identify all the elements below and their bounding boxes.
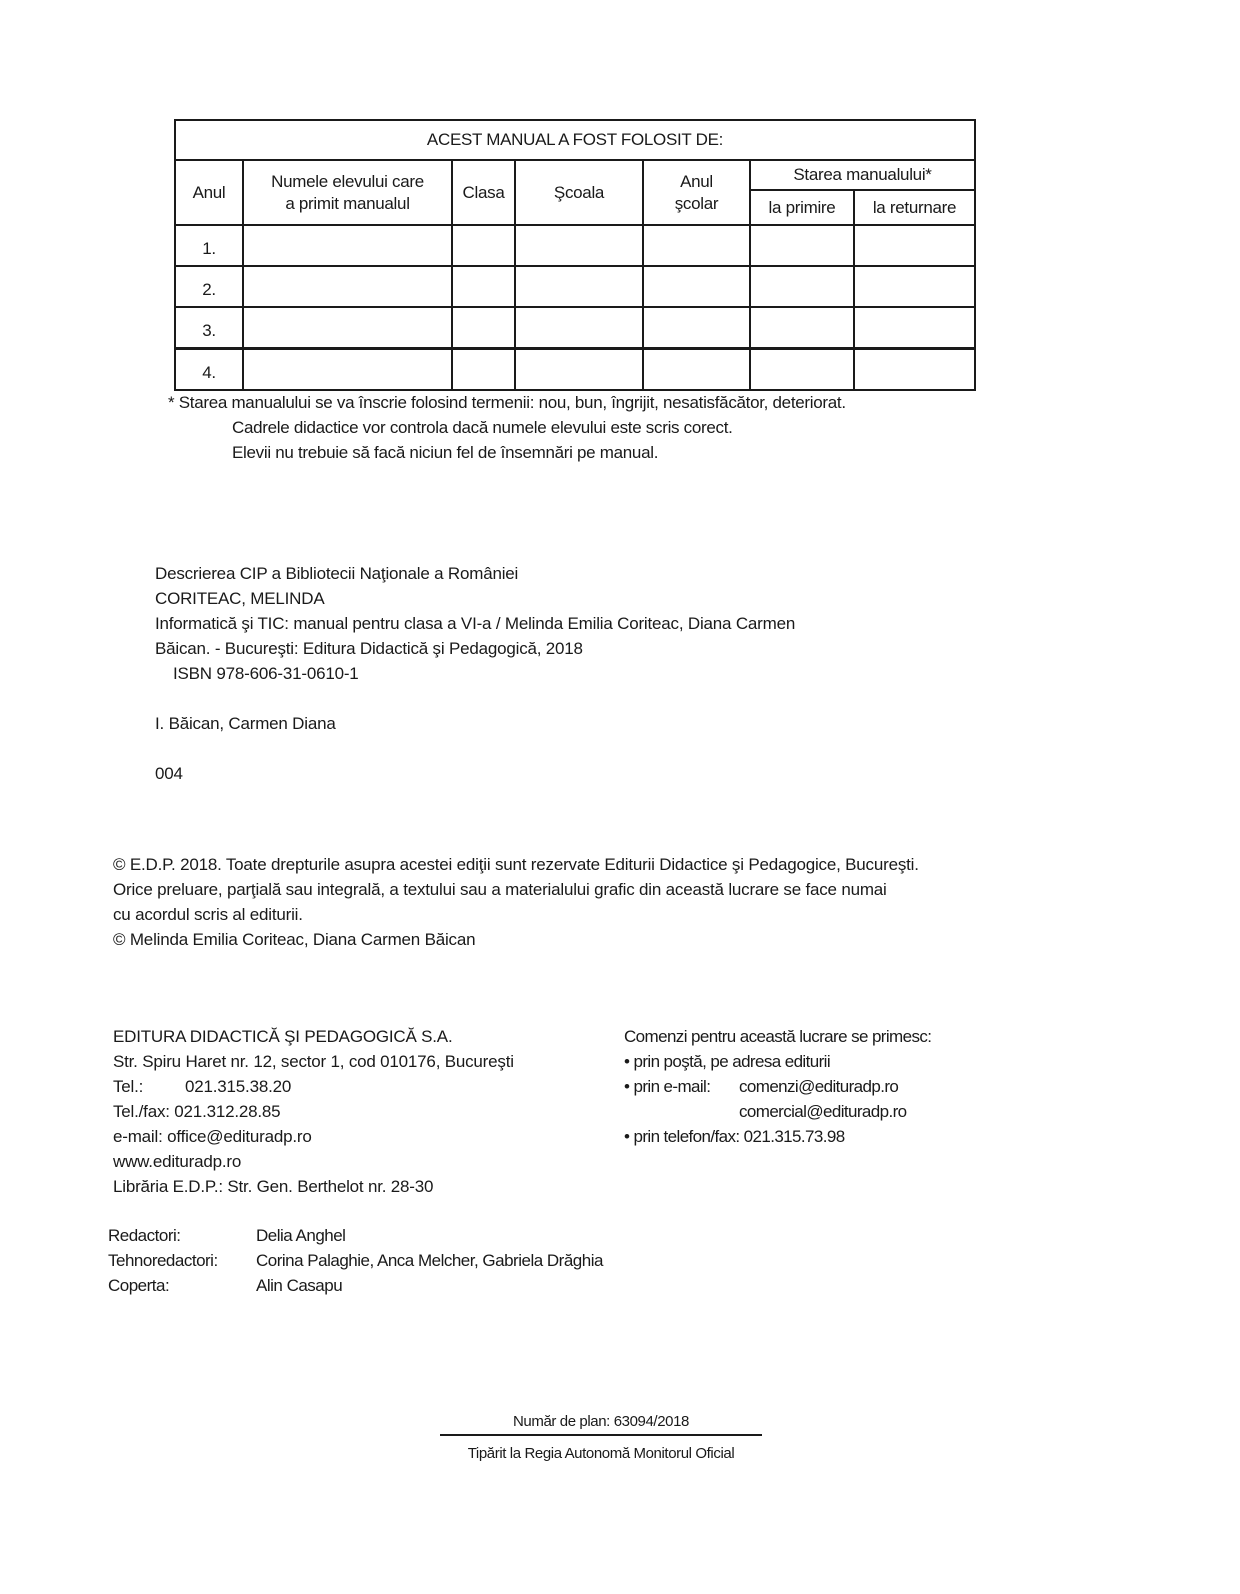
header-la-primire: la primire <box>750 190 854 225</box>
cell-la-returnare <box>854 225 975 266</box>
imprint-block <box>440 1412 762 1464</box>
cell-la-returnare <box>854 349 975 391</box>
table-row <box>175 225 975 266</box>
cell-la-primire <box>750 349 854 391</box>
publisher-website: www.edituradp.ro <box>113 1152 242 1171</box>
cell-clasa <box>452 266 515 307</box>
credits-block <box>108 1223 603 1298</box>
cell-nume <box>243 307 452 349</box>
cell-la-returnare <box>854 266 975 307</box>
orders-by-email: • prin e-mail: comenzi@edituradp.ro <box>624 1077 899 1096</box>
cell-clasa <box>452 307 515 349</box>
publisher-address: Str. Spiru Haret nr. 12, sector 1, cod 010176, Bucureşti <box>113 1052 514 1071</box>
plan-number: Număr de plan: 63094/2018 <box>440 1412 762 1436</box>
orders-email-2: comercial@edituradp.ro <box>739 1102 907 1121</box>
cip-author: CORITEAC, MELINDA <box>155 589 325 608</box>
credit-names: Corina Palaghie, Anca Melcher, Gabriela Drăghia <box>256 1251 603 1270</box>
cell-la-returnare <box>854 307 975 349</box>
cell-nume <box>243 225 452 266</box>
header-la-returnare: la returnare <box>854 190 975 225</box>
credit-row <box>108 1248 603 1273</box>
cell-scoala <box>515 266 643 307</box>
footnote-line-1: * Starea manualului se va înscrie folosind termenii: nou, bun, îngrijit, nesatisfăcător, deteriorat. <box>168 393 846 412</box>
orders-info <box>624 1024 931 1149</box>
cip-description <box>155 561 795 786</box>
manual-usage-table <box>174 119 976 391</box>
copyright-line-1: © E.D.P. 2018. Toate drepturile asupra acestei ediţii sunt rezervate Editurii Didactice şi Pedagogice, Bucureşti. <box>113 855 919 874</box>
copyright-line-2: Orice preluare, parţială sau integrală, a textului sau a materialului grafic din această lucrare se face numai <box>113 880 887 899</box>
copyright-block <box>113 852 919 952</box>
footnote-line-2: Cadrele didactice vor controla dacă numele elevului este scris corect. <box>232 418 733 437</box>
header-starea-manualului: Starea manualului* <box>750 160 975 190</box>
cip-code: 004 <box>155 764 183 783</box>
orders-by-phone: • prin telefon/fax: 021.315.73.98 <box>624 1127 845 1146</box>
row-number: 4. <box>175 349 243 391</box>
header-anul: Anul <box>175 160 243 225</box>
table-row <box>175 349 975 391</box>
credit-role: Coperta: <box>108 1276 170 1295</box>
credit-role: Tehnoredactori: <box>108 1251 218 1270</box>
table-row <box>175 307 975 349</box>
table-footnote <box>168 390 846 465</box>
copyright-line-3: cu acordul scris al editurii. <box>113 905 303 924</box>
cell-scoala <box>515 225 643 266</box>
row-number: 2. <box>175 266 243 307</box>
cell-scoala <box>515 349 643 391</box>
cell-anul-scolar <box>643 225 750 266</box>
cip-publisher-line: Băican. - Bucureşti: Editura Didactică şi Pedagogică, 2018 <box>155 639 583 658</box>
cell-la-primire <box>750 307 854 349</box>
row-number: 1. <box>175 225 243 266</box>
credit-names: Alin Casapu <box>256 1276 343 1295</box>
cip-title: Descrierea CIP a Bibliotecii Naţionale a României <box>155 564 519 583</box>
credit-names: Delia Anghel <box>256 1226 346 1245</box>
header-scoala: Şcoala <box>515 160 643 225</box>
cell-clasa <box>452 225 515 266</box>
cell-clasa <box>452 349 515 391</box>
cell-la-primire <box>750 225 854 266</box>
header-clasa: Clasa <box>452 160 515 225</box>
header-anul-scolar: Anul şcolar <box>643 160 750 225</box>
cip-index: I. Băican, Carmen Diana <box>155 714 336 733</box>
cip-isbn: ISBN 978-606-31-0610-1 <box>173 664 359 683</box>
cell-nume <box>243 266 452 307</box>
cell-anul-scolar <box>643 349 750 391</box>
footnote-line-3: Elevii nu trebuie să facă niciun fel de însemnări pe manual. <box>232 443 659 462</box>
table-title: ACEST MANUAL A FOST FOLOSIT DE: <box>175 120 975 160</box>
credit-row <box>108 1223 603 1248</box>
cell-scoala <box>515 307 643 349</box>
printed-at: Tipărit la Regia Autonomă Monitorul Oficial <box>467 1445 735 1462</box>
row-number: 3. <box>175 307 243 349</box>
header-nume-elev: Numele elevului care a primit manualul <box>243 160 452 225</box>
publisher-bookstore: Librăria E.D.P.: Str. Gen. Berthelot nr. 28-30 <box>113 1177 434 1196</box>
cip-book-title: Informatică şi TIC: manual pentru clasa a VI-a / Melinda Emilia Coriteac, Diana Carmen <box>155 614 796 633</box>
publisher-tel: Tel.: 021.315.38.20 <box>113 1077 292 1096</box>
publisher-email: e-mail: office@edituradp.ro <box>113 1127 312 1146</box>
table-row <box>175 266 975 307</box>
publisher-telfax: Tel./fax: 021.312.28.85 <box>113 1102 281 1121</box>
copyright-line-4: © Melinda Emilia Coriteac, Diana Carmen Băican <box>113 930 476 949</box>
publisher-info <box>113 1024 514 1199</box>
cell-la-primire <box>750 266 854 307</box>
cell-anul-scolar <box>643 266 750 307</box>
orders-by-post: • prin poştă, pe adresa editurii <box>624 1052 830 1071</box>
publisher-name: EDITURA DIDACTICĂ ŞI PEDAGOGICĂ S.A. <box>113 1027 453 1046</box>
credit-row <box>108 1273 603 1298</box>
cell-nume <box>243 349 452 391</box>
cell-anul-scolar <box>643 307 750 349</box>
credit-role: Redactori: <box>108 1226 181 1245</box>
orders-title: Comenzi pentru această lucrare se primesc: <box>624 1027 932 1046</box>
